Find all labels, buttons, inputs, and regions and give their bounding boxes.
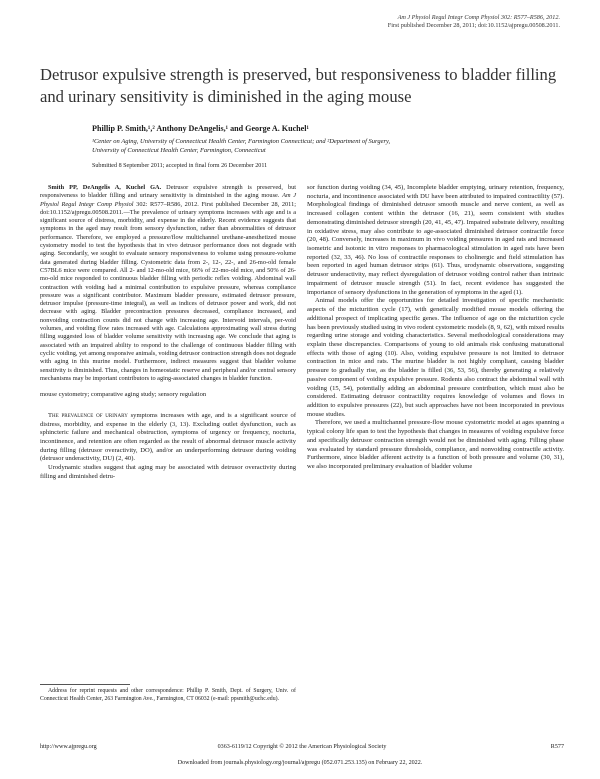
- body-paragraph: Animal models offer the opportunities for detailed investigation of specific mechanistic aspects of the micturition cycle (17), with genetically modified mouse models offering the additional prospect of implicating specific genes. The influence of age on the micturition cycle has been previously studied using in vivo rodent cystometric models (8, 9, 62), with mixed results regarding urine storage and voiding characteristics. Several methodological considerations may explain these discrepancies. Comparisons of young to old animals risk confusing maturational effects with those of aging (10). Also, voiding expulsive pressure is not limited to detrusor contraction in mice and rats. The murine bladder is not highly compliant, causing bladder pressure to gradually rise, as the bladder is filled (36, 53, 56), thereby generating a relatively passive component of voiding expulsive pressure. Rodents also contract the abdominal wall with voiding (15, 54), potentially adding an abdominal pressure contribution, which must also be considered. Estimating detrusor contractility requires knowledge of volumes and flows in addition to expulsive pressures (22), but such approaches have not been incorporated in previous mouse studies.: [307, 297, 564, 418]
- abstract-citation-authors: Smith PP, DeAngelis A, Kuchel GA.: [48, 184, 162, 191]
- intro-paragraph: The prevalence of urinary symptoms increases with age, and is a significant source of distress, morbidity, and expense in the elderly (3, 13). Excluding outlet dysfunction, such as sphincteric failure and mechanical obstruction, symptoms of urgency or frequency, nocturia, incontinence, and retention are often regarded as the result of abnormal detrusor muscle activity during filling (detrusor overactivity, DO), and/or an underperforming detrusor during voiding (detrusor underactivity, DU) (2, 40).: [40, 411, 297, 463]
- right-column: [307, 184, 564, 472]
- abstract-citation-journal: Am J Physiol Regul Integr Comp Physiol: [40, 192, 297, 208]
- abstract-body: 302: R577–R586, 2012. First published December 28, 2011; doi:10.1152/ajpregu.00508.2011.—The prevalence of urinary symptoms increases with age and is a significant source of distress, morbidity, and expense in the elderly. Recent evidence suggests that symptoms in the aged may result from sensory dysfunction, rather than abnormalities of detrusor performance. Therefore, we employed a pressure/flow multichannel urethane-anesthetized mouse cystometry model to test the hypothesis that in vivo detrusor performance does not degrade with aging. Secondarily, we sought to evaluate sensory responsiveness to volume using pressure-volume data generated during bladder filling. Cystometric data from 2-, 12-, 22-, and 26-mo-old female C57BL6 mice were compared. All 2- and 12-mo-old mice, 66% of 22-mo-old mice, and 50% of 26-mo-old mice responded to continuous bladder filling with periodic reflex voiding. Abdominal wall contraction with voiding had a minimal contribution to expulsive pressure, whereas compliance pressure was a significant contributor. Maximum bladder pressure, estimated detrusor pressure, detrusor impulse (pressure-time integral), as well as indices of detrusor power and work, did not decrease with aging. Bladder precontraction pressures decreased, compliance increased, and nonvoiding contraction counts did not change with increasing age. Intervoid intervals, per-void volumes, and voiding flow rates increased with age. Calculations approximating wall stress during filling suggested loss of bladder volume sensitivity with increasing age. We conclude that aging is associated with an impaired ability to respond to the challenge of continuous bladder filling with cyclic voiding, yet among responsive animals, voiding detrusor contraction strength does not degrade with aging in this murine model. Furthermore, indirect measures suggest that bladder volume sensitivity is diminished. Thus, changes in homeostatic reserve and peripheral and/or central sensory mechanisms may be important contributors to aging-associated changes in bladder function.: [40, 200, 296, 382]
- published-doi: First published December 28, 2011; doi:10.1152/ajpregu.00508.2011.: [387, 22, 560, 30]
- journal-url-link[interactable]: http://www.ajpregu.org: [40, 744, 97, 750]
- body-paragraph: Therefore, we used a multichannel pressure-flow mouse cystometric model at ages spanning a typical colony life span to test the hypothesis that changes in measures of voiding expulsive force and specifically detrusor contraction strength would not be diminished with aging. Filling phase was evaluated by standard pressure thresholds, compliance, and nonvoiding contractile activity. Furthermore, since bladder afferent activity is a function of both pressure and volume (30, 31), we also incorporated preliminary evaluation of bladder volume: [307, 419, 564, 470]
- author-list: Phillip P. Smith,¹,² Anthony DeAngelis,¹ and George A. Kuchel¹: [92, 124, 309, 133]
- footnote-divider: [40, 684, 130, 685]
- running-header: [180, 14, 560, 31]
- intro-lead-in: The prevalence of urinary: [48, 411, 128, 419]
- affiliation-line: ¹Center on Aging, University of Connecticut Health Center, Farmington Connecticut; and ²Department of Surgery,: [92, 138, 391, 145]
- submission-dates: Submitted 8 September 2011; accepted in final form 26 December 2011: [92, 163, 268, 169]
- copyright-notice: 0363-6119/12 Copyright © 2012 the American Physiological Society: [217, 744, 387, 750]
- left-column: [40, 184, 296, 482]
- abstract: [40, 184, 296, 383]
- journal-citation: Am J Physiol Regul Integr Comp Physiol 302: R577–R586, 2012.: [397, 14, 560, 21]
- intro-paragraph: Urodynamic studies suggest that aging may be associated with detrusor overactivity during filling and diminished detru-: [40, 464, 296, 480]
- affiliation-line: University of Connecticut Health Center, Farmington, Connecticut: [92, 147, 266, 155]
- download-notice: Downloaded from journals.physiology.org/journal/ajpregu (052.071.253.135) on February 22, 2022.: [177, 760, 423, 766]
- affiliations: [92, 137, 572, 155]
- body-paragraph: sor function during voiding (34, 45), Incomplete bladder emptying, urinary retention, frequency, nocturia, and incontinence associated with DU have been attributed to impaired contractility (57). Morphological findings of diminished detrusor smooth muscle and nerve content, as well as increased collagen content within the detrusor (16, 21), seem consistent with studies demonstrating diminished detrusor strength (20, 41, 45, 47). Impaired substrate delivery, resulting in oxidative stress, may also contribute to age-associated diminished detrusor contractile force (20, 48). Conversely, increases in maximum in vivo voiding pressures in aged rats and increased isometric and isotonic in vitro responses to pharmacological stimulation in aged rats have been reported (32, 33, 46). No loss of contractile responses to cholinergic and field stimulation has been reported in aged human detrusor strips (61). Thus, urodynamic observations, suggesting detrusor underactivity, may reflect dysregulation of detrusor voiding control rather than intrinsic impairment of detrusor muscle strength (51). In fact, recent evidence has suggested the importance of sensory dysfunctions in the generation of symptoms in the aged (1).: [307, 184, 564, 296]
- article-title: Detrusor expulsive strength is preserved, but responsiveness to bladder filling and urinary sensitivity is diminished in the aging mouse: [40, 65, 557, 106]
- correspondence-footnote: Address for reprint requests and other correspondence: Phillip P. Smith, Dept. of Surgery, Univ. of Connecticut Health Center, 263 Farmington Ave., Farmington, CT 06032 (e-mail: ppsmith@uchc.edu).: [40, 688, 296, 702]
- page-number: R577: [550, 744, 564, 750]
- keywords: mouse cystometry; comparative aging study; sensory regulation: [40, 391, 207, 399]
- abstract-citation-title: Detrusor expulsive strength is preserved, but responsiveness to bladder filling and urinary sensitivity is diminished in the aging mouse.: [40, 184, 296, 200]
